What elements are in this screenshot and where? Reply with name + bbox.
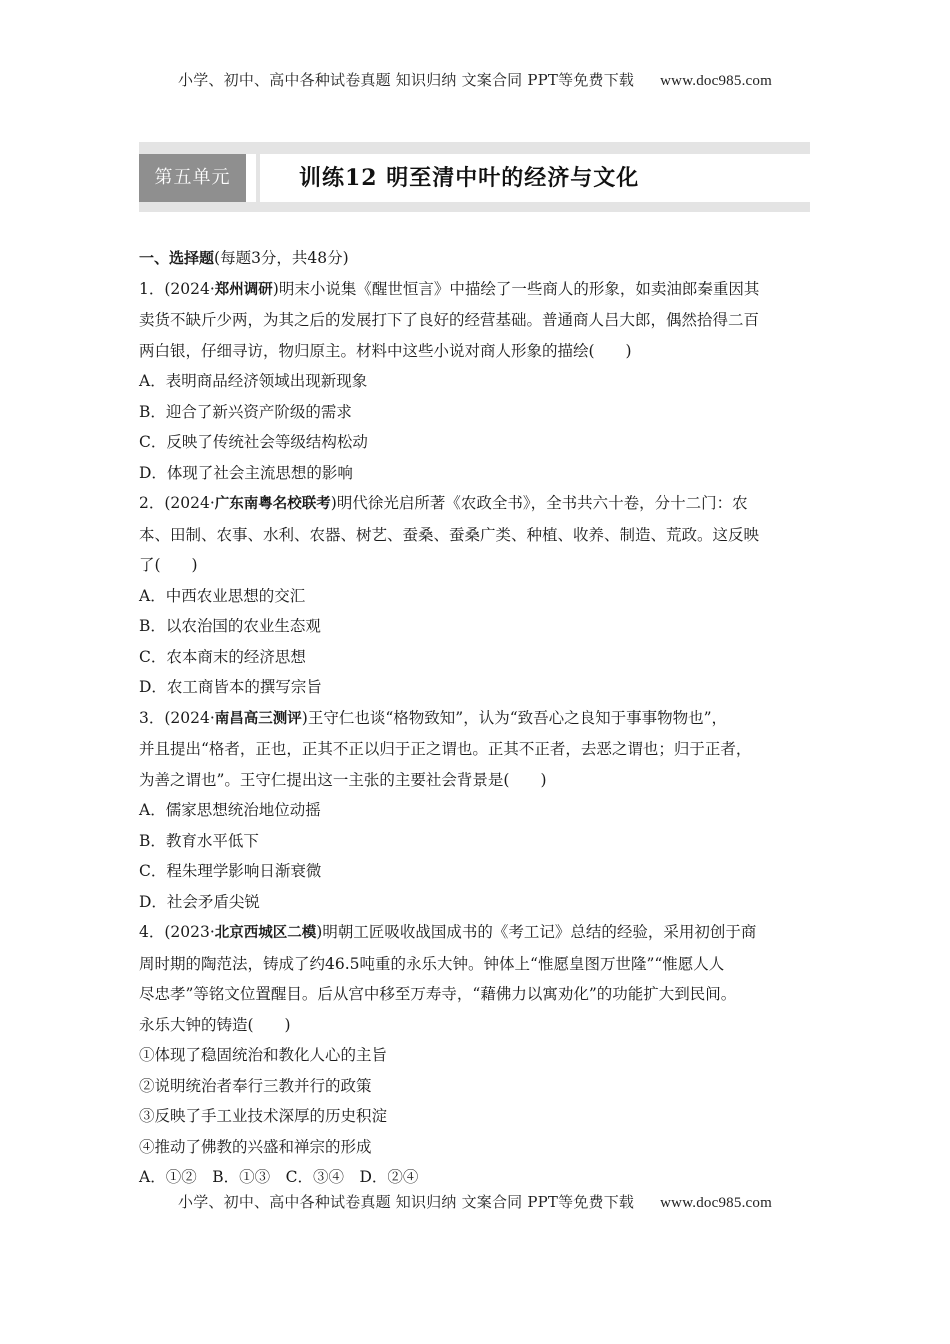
question-stem-line: 卖货不缺斤少两，为其之后的发展打下了良好的经营基础。普通商人吕大郎，偶然拾得二百 bbox=[139, 311, 760, 329]
banner-bottom-rule bbox=[139, 202, 810, 212]
question-number: 2．(2024· bbox=[139, 494, 215, 512]
section-title: 一、选择题 bbox=[139, 249, 215, 267]
unit-label: 第五单元 bbox=[139, 154, 246, 202]
question-source: 南昌高三测评 bbox=[214, 710, 302, 727]
question-3: 3．(2024·南昌高三测评)王守仁也谈“格物致知”，认为“致吾心之良知于事事物物也”， 并且提出“格者，正也，正其不正以归于正之谓也。正其不正者，去恶之谓也；归于正者， 为善之谓也”。王守仁提出这一主张的主要社会背景是( ) A．儒家思想统治地位动摇 B．教育水平低下 C．程朱理学影响日渐衰微 D．社会矛盾尖锐 bbox=[139, 703, 811, 918]
option-d: D．农工商皆本的撰写宗旨 bbox=[139, 678, 322, 696]
section-note: (每题3分，共48分) bbox=[214, 249, 349, 267]
option-d: D．社会矛盾尖锐 bbox=[139, 892, 260, 911]
question-source: 北京西城区二模 bbox=[214, 925, 317, 941]
options-row: A．①② B．①③ C．③④ D．②④ bbox=[139, 1168, 419, 1186]
header-url[interactable]: www.doc985.com bbox=[660, 73, 772, 89]
option-c: C．农本商末的经济思想 bbox=[139, 647, 306, 666]
page-footer bbox=[0, 1191, 950, 1212]
question-stem-line: 永乐大钟的铸造( ) bbox=[139, 1015, 291, 1034]
option-a: A．中西农业思想的交汇 bbox=[139, 586, 306, 605]
statement-4: ④推动了佛教的兴盛和禅宗的形成 bbox=[139, 1137, 372, 1156]
page-title: 训练12 明至清中叶的经济与文化 bbox=[299, 165, 640, 191]
option-a: A．表明商品经济领域出现新现象 bbox=[139, 372, 368, 390]
statement-1: ①体现了稳固统治和教化人心的主旨 bbox=[139, 1046, 388, 1064]
option-b: B．迎合了新兴资产阶级的需求 bbox=[139, 402, 352, 421]
question-number: 3．(2024· bbox=[139, 708, 215, 727]
question-4: 4．(2023·北京西城区二模)明朝工匠吸收战国成书的《考工记》总结的经验，采用初创于商 周时期的陶范法，铸成了约46.5吨重的永乐大钟。钟体上“惟愿皇图万世隆”“惟愿人人 尽忠孝”等铭文位置醒目。后从宫中移至万寿寺，“藉佛力以寓劝化”的功能扩大到民间。 永乐大钟的铸造( ) ①体现了稳固统治和教化人心的主旨 ②说明统治者奉行三教并行的政策 ③反映了手工业技术深厚的历史积淀 ④推动了佛教的兴盛和禅宗的形成 A．①② B．①③ C．③④ D．②④ bbox=[139, 917, 811, 1193]
unit-banner bbox=[139, 142, 810, 212]
section-heading bbox=[139, 243, 811, 274]
question-stem-line: 明末小说集《醒世恒言》中描绘了一些商人的形象，如卖油郎秦重因其 bbox=[278, 279, 760, 298]
question-stem-line: 周时期的陶范法，铸成了约46.5吨重的永乐大钟。钟体上“惟愿皇图万世隆”“惟愿人人 bbox=[139, 954, 725, 973]
question-number: 4．(2023· bbox=[139, 923, 215, 941]
option-c: C．程朱理学影响日渐衰微 bbox=[139, 862, 322, 880]
question-source: 广东南粤名校联考 bbox=[214, 496, 331, 512]
question-stem-line: 王守仁也谈“格物致知”，认为“致吾心之良知于事事物物也”， bbox=[307, 708, 728, 727]
question-stem-line: 尽忠孝”等铭文位置醒目。后从宫中移至万寿寺，“藉佛力以寓劝化”的功能扩大到民间。 bbox=[139, 985, 737, 1003]
question-stem-line: 并且提出“格者，正也，正其不正以归于正之谓也。正其不正者，去恶之谓也；归于正者， bbox=[139, 740, 752, 758]
page-header bbox=[0, 69, 950, 90]
exam-content bbox=[139, 243, 811, 1193]
option-b: B．以农治国的农业生态观 bbox=[139, 617, 321, 635]
footer-text: 小学、初中、高中各种试卷真题 知识归纳 文案合同 PPT等免费下载 bbox=[178, 1193, 635, 1211]
question-stem-line: 本、田制、农事、水利、农器、树艺、蚕桑、蚕桑广类、种植、收养、制造、荒政。这反映 bbox=[139, 525, 760, 544]
question-1: 1．(2024·郑州调研)明末小说集《醒世恒言》中描绘了一些商人的形象，如卖油郎秦重因其 卖货不缺斤少两，为其之后的发展打下了良好的经营基础。普通商人吕大郎，偶然拾得二百 两白银，仔细寻访，物归原主。材料中这些小说对商人形象的描绘( ) A．表明商品经济领域出现新现象 B．迎合了新兴资产阶级的需求 C．反映了传统社会等级结构松动 D．体现了社会主流思想的影响 bbox=[139, 274, 811, 489]
option-a: A．儒家思想统治地位动摇 bbox=[139, 801, 321, 819]
question-stem-line: 为善之谓也”。王守仁提出这一主张的主要社会背景是( ) bbox=[139, 770, 547, 789]
statement-3: ③反映了手工业技术深厚的历史积淀 bbox=[139, 1107, 388, 1125]
question-stem-line: 明代徐光启所著《农政全书》，全书共六十卷，分十二门：农 bbox=[336, 494, 748, 512]
question-stem-line: 两白银，仔细寻访，物归原主。材料中这些小说对商人形象的描绘( ) bbox=[139, 341, 632, 360]
question-number: 1．(2024· bbox=[139, 279, 215, 298]
option-d: D．体现了社会主流思想的影响 bbox=[139, 463, 353, 482]
header-text: 小学、初中、高中各种试卷真题 知识归纳 文案合同 PPT等免费下载 bbox=[178, 71, 635, 89]
banner-top-rule bbox=[139, 142, 810, 154]
option-c: C．反映了传统社会等级结构松动 bbox=[139, 433, 368, 451]
question-2: 2．(2024·广东南粤名校联考)明代徐光启所著《农政全书》，全书共六十卷，分十二门：农 本、田制、农事、水利、农器、树艺、蚕桑、蚕桑广类、种植、收养、制造、荒政。这反映 了( ) A．中西农业思想的交汇 B．以农治国的农业生态观 C．农本商末的经济思想 D．农工商皆本的撰写宗旨 bbox=[139, 488, 811, 703]
question-stem-line: 明朝工匠吸收战国成书的《考工记》总结的经验，采用初创于商 bbox=[322, 923, 757, 941]
statement-2: ②说明统治者奉行三教并行的政策 bbox=[139, 1076, 372, 1095]
option-b: B．教育水平低下 bbox=[139, 831, 259, 850]
question-stem-line: 了( ) bbox=[139, 556, 198, 574]
question-source: 郑州调研 bbox=[214, 281, 273, 298]
footer-url[interactable]: www.doc985.com bbox=[660, 1195, 772, 1211]
